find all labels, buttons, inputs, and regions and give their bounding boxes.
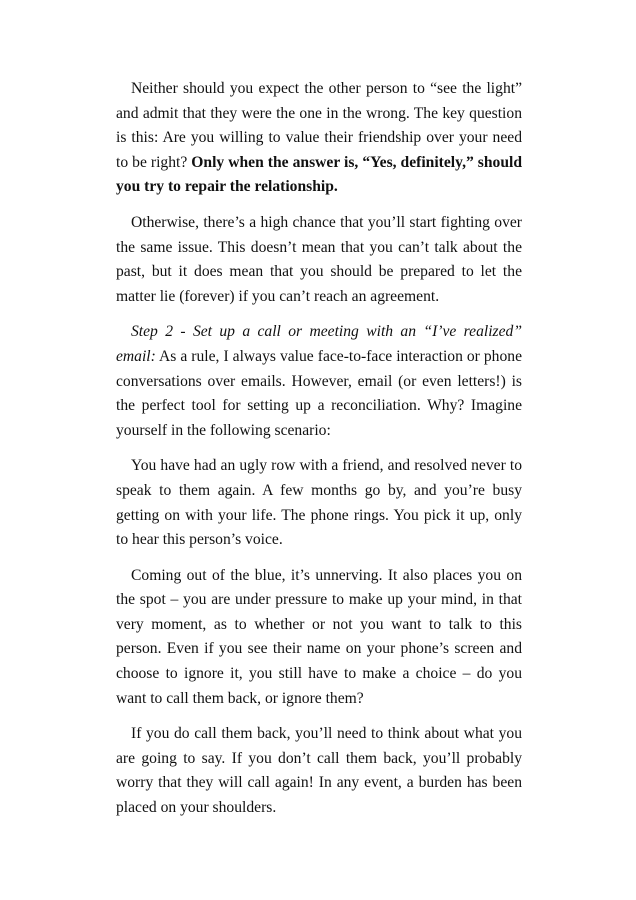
paragraph-2 [116, 211, 522, 309]
paragraph-1 [116, 77, 522, 200]
paragraph-4 [116, 454, 522, 552]
paragraph-3-text: As a rule, I always value face-to-face interaction or phone conversations over emails. However, email (or even letters!) is the perfect tool for setting up a reconciliation. Why? Imagine yourself in the following scenario: [116, 347, 522, 439]
paragraph-6 [116, 722, 522, 820]
paragraph-5 [116, 564, 522, 712]
paragraph-1-text: Neither should you expect the other person to “see the light” and admit that they were the one in the wrong. The key question is this: Are you willing to value their friendship over your need to be right? [116, 80, 522, 171]
step-2-heading: Step 2 - Set up a call or meeting with an “I’ve realized” email: [116, 323, 522, 365]
paragraph-2-text: Otherwise, there’s a high chance that you’ll start fighting over the same issue. This doesn’t mean that you can’t talk about the past, but it does mean that you should be prepared to let the matter lie (forever) if you can’t reach an agreement. [116, 213, 522, 305]
paragraph-4-text: You have had an ugly row with a friend, and resolved never to speak to them again. A few months go by, and you’re busy getting on with your life. The phone rings. You pick it up, only to hear this person’s voice. [116, 457, 522, 549]
paragraph-5-text: Coming out of the blue, it’s unnerving. It also places you on the spot – you are under pressure to make up your mind, in that very moment, as to whether or not you want to talk to this person. Even if you see their name on your phone’s screen and choose to ignore it, you still have to make a choice – do you want to call them back, or ignore them? [116, 566, 522, 707]
paragraph-6-text: If you do call them back, you’ll need to think about what you are going to say. If you don’t call them back, you’ll probably worry that they will call again! In any event, a burden has been placed on your shoulders. [116, 725, 522, 817]
document-page [116, 77, 522, 832]
paragraph-3 [116, 320, 522, 443]
paragraph-1-bold-text: Only when the answer is, “Yes, definitely,” should you try to repair the relationship. [116, 153, 522, 196]
